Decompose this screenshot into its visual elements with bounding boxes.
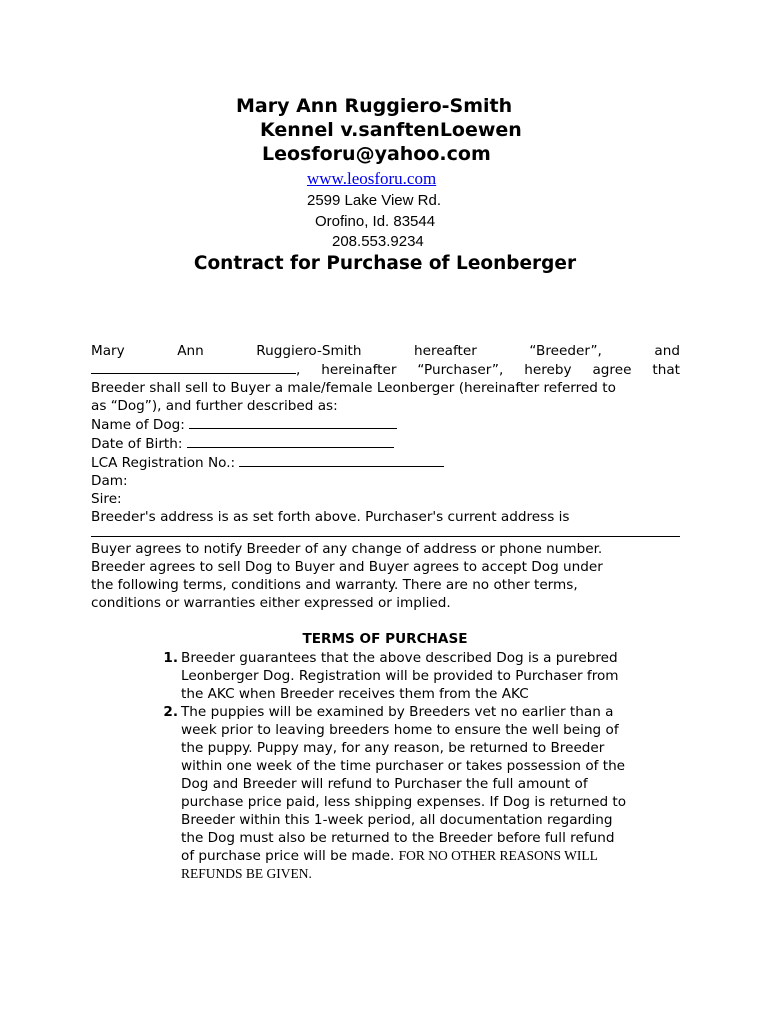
word: ,	[296, 362, 301, 378]
kennel-name: Kennel v.sanftenLoewen	[260, 119, 522, 141]
no-refund-notice: FOR NO OTHER REASONS WILL	[398, 848, 598, 863]
agreement-line-1: Buyer agrees to notify Breeder of any change of address or phone number.	[91, 541, 603, 557]
term-number: 1.	[163, 650, 178, 666]
purchaser-address-blank[interactable]	[91, 536, 680, 537]
term-line	[181, 847, 678, 865]
name-of-dog-label: Name of Dog:	[91, 417, 185, 433]
term-line: Breeder guarantees that the above described Dog is a purebred	[181, 650, 618, 666]
website-link[interactable]: www.leosforu.com	[307, 169, 437, 188]
agreement-line-4: conditions or warranties either expressed or implied.	[91, 595, 451, 611]
word: agree	[592, 362, 632, 378]
word: hereby	[524, 362, 572, 378]
term-line: the puppy. Puppy may, for any reason, be returned to Breeder	[181, 740, 605, 756]
name-of-dog-row	[91, 415, 680, 434]
term-line: Breeder within this 1-week period, all documentation regarding	[181, 812, 613, 828]
lca-registration-row	[91, 453, 680, 472]
word: hereinafter	[321, 362, 397, 378]
word: hereafter	[414, 343, 477, 359]
word: “Breeder”,	[529, 343, 602, 359]
term-line: the AKC when Breeder receives them from the AKC	[181, 686, 529, 702]
intro-line-1	[91, 342, 680, 360]
term-text	[181, 703, 678, 883]
date-of-birth-label: Date of Birth:	[91, 436, 183, 452]
address-line: Breeder's address is as set forth above. Purchaser's current address is	[91, 509, 570, 525]
terms-heading: TERMS OF PURCHASE	[302, 631, 468, 647]
term-line: Leonberger Dog. Registration will be provided to Purchaser from	[181, 668, 619, 684]
dam-row: Dam:	[91, 473, 128, 489]
word: Ruggiero-Smith	[256, 343, 362, 359]
intro-line-3: Breeder shall sell to Buyer a male/female Leonberger (hereinafter referred to	[91, 380, 616, 396]
purchaser-name-blank[interactable]	[91, 360, 296, 374]
term-item-1	[156, 649, 678, 703]
agreement-paragraph	[91, 540, 680, 612]
date-of-birth-row	[91, 434, 680, 453]
term-number: 2.	[163, 704, 178, 720]
term-line: The puppies will be examined by Breeders vet no earlier than a	[181, 704, 614, 720]
breeder-name: Mary Ann Ruggiero-Smith	[236, 95, 513, 117]
page-title: Contract for Purchase of Leonberger	[193, 253, 577, 274]
name-of-dog-blank[interactable]	[189, 415, 397, 429]
agreement-line-3: the following terms, conditions and warranty. There are no other terms,	[91, 577, 578, 593]
word: and	[654, 343, 680, 359]
word: Ann	[177, 343, 204, 359]
intro-paragraph	[91, 342, 680, 537]
lca-registration-label: LCA Registration No.:	[91, 455, 236, 471]
word: Mary	[91, 343, 125, 359]
term-line: week prior to leaving breeders home to ensure the well being of	[181, 722, 619, 738]
agreement-line-2: Breeder agrees to sell Dog to Buyer and Buyer agrees to accept Dog under	[91, 559, 603, 575]
term-line: Dog and Breeder will refund to Purchaser the full amount of	[181, 776, 588, 792]
date-of-birth-blank[interactable]	[187, 434, 394, 448]
no-refund-notice-end: REFUNDS BE GIVEN.	[181, 866, 312, 881]
term-item-2	[156, 703, 678, 883]
email-address: Leosforu@yahoo.com	[262, 143, 491, 165]
term-line: the Dog must also be returned to the Breeder before full refund	[181, 830, 615, 846]
term-line-start: of purchase price will be made.	[181, 848, 395, 864]
phone-number: 208.553.9234	[332, 233, 424, 250]
word: “Purchaser”,	[417, 362, 504, 378]
intro-line-4: as “Dog”), and further described as:	[91, 398, 338, 414]
street-address: 2599 Lake View Rd.	[307, 192, 441, 209]
word: that	[652, 362, 680, 378]
term-line: purchase price paid, less shipping expenses. If Dog is returned to	[181, 794, 627, 810]
city-address: Orofino, Id. 83544	[315, 213, 436, 230]
intro-line-2	[91, 360, 680, 379]
term-text	[181, 649, 678, 703]
term-line: within one week of the time purchaser or takes possession of the	[181, 758, 626, 774]
lca-registration-blank[interactable]	[239, 453, 444, 467]
sire-row: Sire:	[91, 491, 122, 507]
